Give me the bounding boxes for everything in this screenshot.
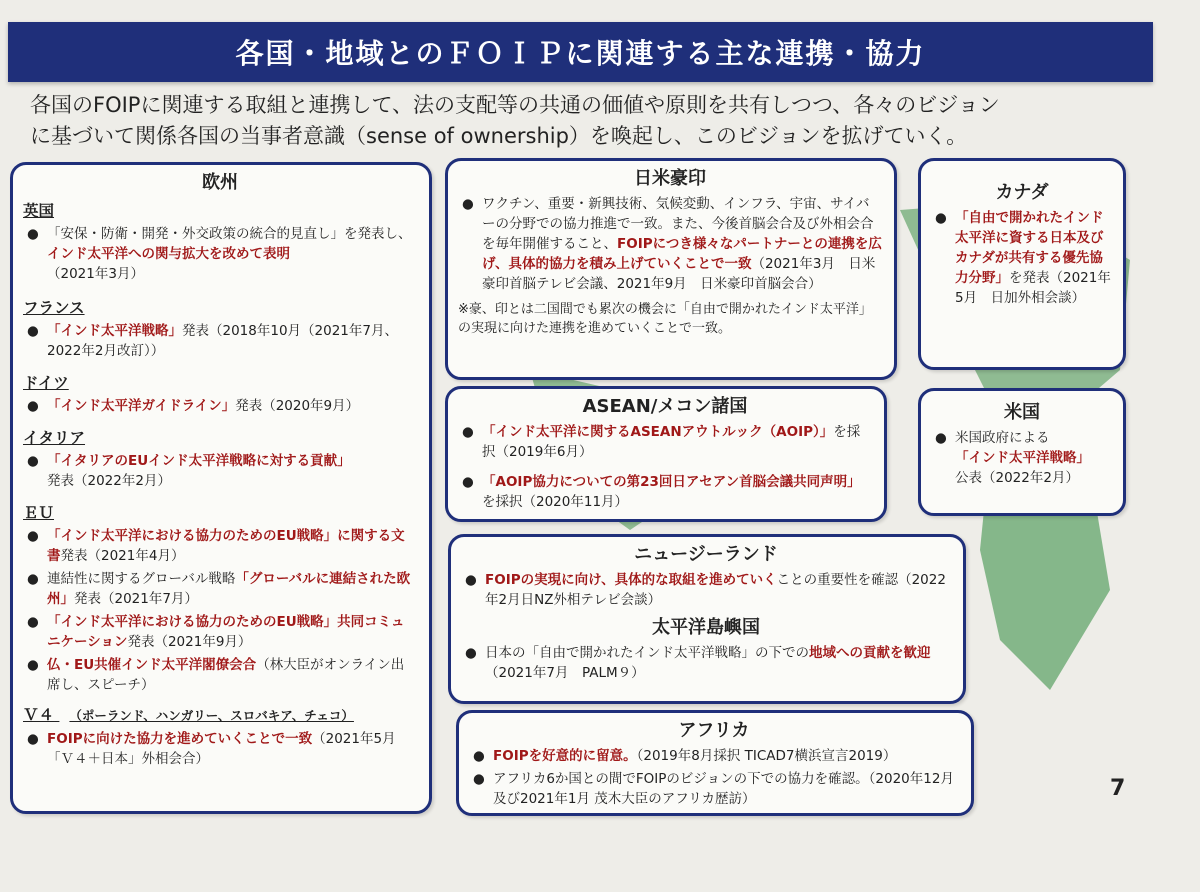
quad-note: ※豪、印とは二国間でも累次の機会に「自由で開かれたインド太平洋」の実現に向けた連携を進めていくことで一致。 xyxy=(458,302,872,336)
bullet-icon: ● xyxy=(27,226,39,242)
uk-heading: 英国 xyxy=(23,202,55,220)
bullet-icon: ● xyxy=(935,210,947,226)
intro-text xyxy=(30,90,1150,152)
europe-box xyxy=(10,162,432,814)
bullet-icon: ● xyxy=(465,572,477,588)
usa-item: ● 米国政府による 「インド太平洋戦略」 公表（2022年2月） xyxy=(935,430,1090,486)
quad-title: 日米豪印 xyxy=(634,168,706,189)
bullet-icon: ● xyxy=(27,453,39,469)
canada-box xyxy=(918,158,1126,370)
germany-item: ● 「インド太平洋ガイドライン」発表（2020年9月） xyxy=(27,398,360,414)
quad-box xyxy=(445,158,897,380)
v4-members: （ポーランド、ハンガリー、スロバキア、チェコ） xyxy=(69,708,354,723)
intro-line-1: 各国のFOIPに関連する取組と連携して、法の支配等の共通の価値や原則を共有しつつ、各々のビジョン xyxy=(30,93,1000,117)
asean-item-1: ● 「インド太平洋に関するASEANアウトルック（AOIP）」を採択（2019年6月） xyxy=(462,424,861,460)
africa-item-1: ● FOIPを好意的に留意。（2019年8月採択 TICAD7横浜宣言2019） xyxy=(473,748,897,764)
nz-item: ● FOIPの実現に向け、具体的な取組を進めていくことの重要性を確認（2022年2月日NZ外相テレビ会談） xyxy=(465,572,946,608)
eu-item-3: ● 「インド太平洋における協力のためのEU戦略」共同コミュニケーション発表（2021年9月） xyxy=(27,614,405,650)
bullet-icon: ● xyxy=(462,196,474,212)
intro-line-2: に基づいて関係各国の当事者意識（sense of ownership）を喚起し、このビジョンを拡げていく。 xyxy=(30,124,968,148)
canada-item: ● 「自由で開かれたインド太平洋に資する日本及びカナダが共有する優先協力分野」を発表（2021年5月 日加外相会談） xyxy=(935,210,1111,306)
page-number: 7 xyxy=(1110,776,1126,801)
eu-item-1: ● 「インド太平洋における協力のためのEU戦略」に関する文書発表（2021年4月） xyxy=(27,528,405,564)
bullet-icon: ● xyxy=(27,731,39,747)
eu-heading: ＥＵ xyxy=(23,504,55,522)
asean-title: ASEAN/メコン諸国 xyxy=(582,396,748,417)
africa-item-2: ● アフリカ6か国との間でFOIPのビジョンの下での協力を確認。（2020年12月及び2021年1月 茂木大臣のアフリカ歴訪） xyxy=(473,771,954,807)
europe-title: 欧州 xyxy=(202,172,238,193)
asean-box xyxy=(445,386,887,522)
bullet-icon: ● xyxy=(27,614,39,630)
bullet-icon: ● xyxy=(27,571,39,587)
usa-title: 米国 xyxy=(1004,402,1040,423)
nz-pacific-box xyxy=(448,534,966,704)
france-heading: フランス xyxy=(23,299,85,317)
v4-heading: Ｖ４ （ポーランド、ハンガリー、スロバキア、チェコ） xyxy=(23,706,354,724)
uk-item: ● 「安保・防衛・開発・外交政策の統合的見直し」を発表し、インド太平洋への関与拡大を改めて表明 （2021年3月） xyxy=(27,226,412,282)
eu-item-2: ● 連結性に関するグローバル戦略「グローバルに連結された欧州」発表（2021年7月） xyxy=(27,571,411,607)
bullet-icon: ● xyxy=(27,323,39,339)
africa-title: アフリカ xyxy=(678,720,750,741)
canada-title: カナダ xyxy=(995,182,1049,203)
usa-box xyxy=(918,388,1126,516)
bullet-icon: ● xyxy=(935,430,947,446)
bullet-icon: ● xyxy=(473,748,485,764)
bullet-icon: ● xyxy=(27,528,39,544)
eu-item-4: ● 仏・EU共催インド太平洋閣僚会合（林大臣がオンライン出席し、スピーチ） xyxy=(27,657,405,693)
pacific-item: ● 日本の「自由で開かれたインド太平洋戦略」の下での地域への貢献を歓迎（2021年7月 PALM９） xyxy=(465,645,931,681)
italy-item: ● 「イタリアのEUインド太平洋戦略に対する貢献」 発表（2022年2月） xyxy=(27,453,351,489)
v4-item: ● FOIPに向けた協力を進めていくことで一致（2021年5月 「Ｖ４＋日本」外相会合） xyxy=(27,731,410,767)
italy-heading: イタリア xyxy=(23,429,86,447)
quad-item: ● ワクチン、重要・新興技術、気候変動、インフラ、宇宙、サイバーの分野での協力推進で一致。また、今後首脳会合及び外相会合を毎年開催すること、FOIPにつき様々なパートナーとの連携を広げ、具体的協力を積み上げていくことで一致（2021年3月 日米豪印首脳テレビ会議、2021年9月 日米豪印首脳会合） xyxy=(462,196,882,292)
france-item: ● 「インド太平洋戦略」発表（2018年10月（2021年7月、2022年2月改訂）） xyxy=(27,323,398,359)
nz-title: ニュージーランド xyxy=(634,544,778,565)
bullet-icon: ● xyxy=(462,474,474,490)
africa-box xyxy=(456,710,974,816)
germany-heading: ドイツ xyxy=(23,374,69,392)
pacific-title: 太平洋島嶼国 xyxy=(652,617,760,638)
bullet-icon: ● xyxy=(473,771,485,787)
bullet-icon: ● xyxy=(465,645,477,661)
slide-title: 各国・地域とのＦＯＩＰに関連する主な連携・協力 xyxy=(8,22,1153,82)
bullet-icon: ● xyxy=(27,657,39,673)
bullet-icon: ● xyxy=(462,424,474,440)
bullet-icon: ● xyxy=(27,398,39,414)
asean-item-2: ● 「AOIP協力についての第23回日アセアン首脳会議共同声明」を採択（2020年11月） xyxy=(462,474,861,510)
